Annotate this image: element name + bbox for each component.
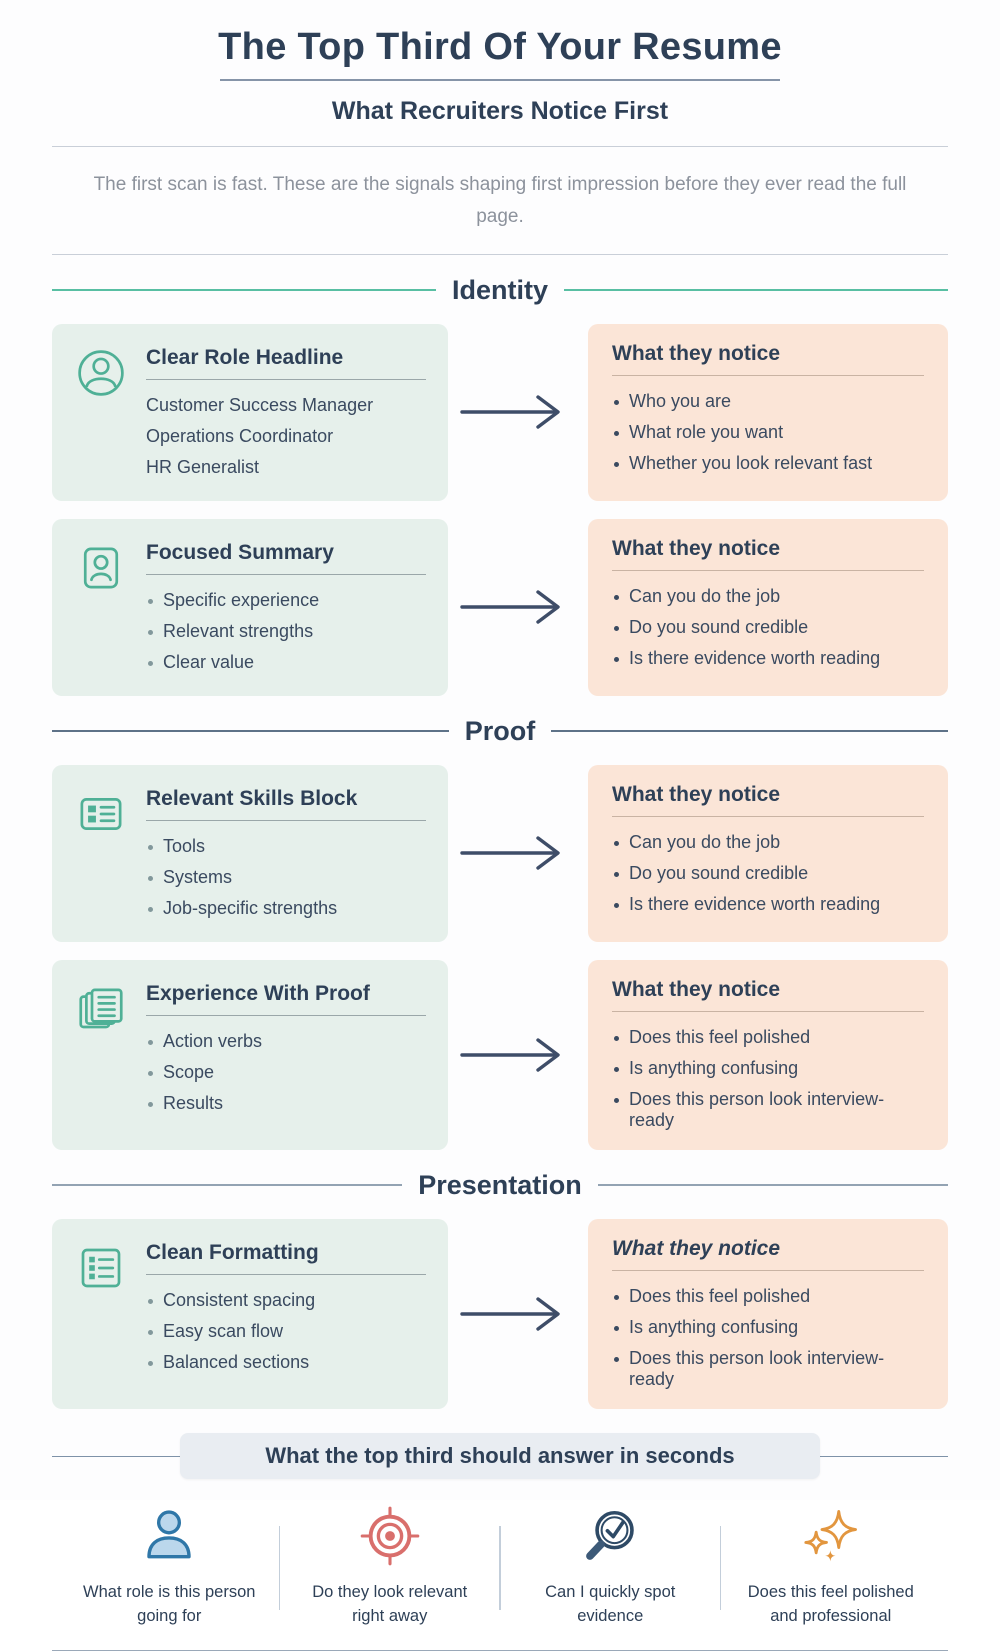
flow-arrow bbox=[448, 960, 588, 1150]
card-title: Focused Summary bbox=[146, 541, 426, 575]
page-subtitle: What Recruiters Notice First bbox=[331, 97, 669, 125]
list-item: Specific experience bbox=[146, 585, 426, 616]
list-item: Whether you look relevant fast bbox=[612, 448, 924, 479]
flow-arrow bbox=[448, 324, 588, 501]
footer-label: What role is this person going for bbox=[83, 1582, 256, 1625]
list-item: Balanced sections bbox=[146, 1347, 426, 1378]
right-card bbox=[588, 960, 948, 1150]
user-circle-icon bbox=[74, 346, 128, 483]
section-header-presentation bbox=[52, 1170, 948, 1201]
list-item: What role you want bbox=[612, 417, 924, 448]
footer-item-role bbox=[60, 1501, 279, 1629]
list-item: Job-specific strengths bbox=[146, 893, 426, 924]
right-card bbox=[588, 519, 948, 696]
left-card bbox=[52, 519, 448, 696]
id-badge-icon bbox=[74, 541, 128, 678]
section-label: Presentation bbox=[418, 1169, 582, 1200]
footer-label: Can I quickly spot evidence bbox=[545, 1582, 676, 1625]
divider-rule bbox=[52, 146, 948, 147]
flow-arrow bbox=[448, 765, 588, 942]
card-list bbox=[612, 386, 924, 479]
list-item: Is there evidence worth reading bbox=[612, 643, 924, 674]
card-list bbox=[146, 390, 426, 483]
list-item: Action verbs bbox=[146, 1026, 426, 1057]
list-item: Is there evidence worth reading bbox=[612, 889, 924, 920]
list-item: Who you are bbox=[612, 386, 924, 417]
card-title: Experience With Proof bbox=[146, 982, 426, 1016]
section-header-proof bbox=[52, 716, 948, 747]
section-label: Proof bbox=[464, 715, 536, 746]
card-list bbox=[612, 1281, 924, 1395]
card-title: What they notice bbox=[612, 978, 924, 1012]
list-item: Consistent spacing bbox=[146, 1285, 426, 1316]
list-item: Is anything confusing bbox=[612, 1053, 924, 1084]
footer-item-polish bbox=[722, 1501, 941, 1629]
card-title: Clear Role Headline bbox=[146, 346, 426, 380]
section-line bbox=[52, 289, 436, 291]
footer-label: Does this feel polished and professional bbox=[747, 1582, 914, 1625]
list-item: Tools bbox=[146, 831, 426, 862]
right-card bbox=[588, 324, 948, 501]
footer-items bbox=[52, 1501, 948, 1629]
flow-arrow bbox=[448, 1219, 588, 1409]
list-item: HR Generalist bbox=[146, 456, 260, 477]
card-title: Clean Formatting bbox=[146, 1241, 426, 1275]
list-item: Is anything confusing bbox=[612, 1312, 924, 1343]
sparkles-icon bbox=[800, 1505, 862, 1567]
list-item: Easy scan flow bbox=[146, 1316, 426, 1347]
intro-text: The first scan is fast. These are the signals shaping first impression before they ever read the full page. bbox=[93, 174, 907, 228]
section-line bbox=[598, 1184, 948, 1186]
flow-arrow bbox=[448, 519, 588, 696]
footer-item-evidence bbox=[501, 1501, 720, 1629]
card-title: Relevant Skills Block bbox=[146, 787, 426, 821]
section-header-identity bbox=[52, 275, 948, 306]
card-list bbox=[146, 1026, 426, 1119]
list-item: Do you sound credible bbox=[612, 858, 924, 889]
right-card bbox=[588, 765, 948, 942]
card-row-focused-summary bbox=[52, 519, 948, 696]
card-title: What they notice bbox=[612, 783, 924, 817]
list-item: Can you do the job bbox=[612, 581, 924, 612]
card-title: What they notice bbox=[612, 537, 924, 571]
card-row-experience-with-proof bbox=[52, 960, 948, 1150]
list-item: Can you do the job bbox=[612, 827, 924, 858]
left-card bbox=[52, 765, 448, 942]
person-icon bbox=[138, 1505, 200, 1567]
card-row-clear-role-headline bbox=[52, 324, 948, 501]
section-label: Identity bbox=[452, 274, 549, 305]
section-line bbox=[52, 730, 449, 732]
left-card bbox=[52, 324, 448, 501]
list-item: Customer Success Manager bbox=[146, 394, 374, 415]
list-item: Operations Coordinator bbox=[146, 425, 334, 446]
list-item: Do you sound credible bbox=[612, 612, 924, 643]
section-line bbox=[52, 1184, 402, 1186]
footer-banner: What the top third should answer in seconds bbox=[180, 1433, 820, 1479]
right-card bbox=[588, 1219, 948, 1409]
left-card bbox=[52, 1219, 448, 1409]
footer-banner-row bbox=[52, 1433, 948, 1479]
list-item: Does this person look interview-ready bbox=[612, 1084, 924, 1136]
target-icon bbox=[359, 1505, 421, 1567]
list-item: Does this person look interview-ready bbox=[612, 1343, 924, 1395]
card-list bbox=[612, 827, 924, 920]
footer-item-relevance bbox=[281, 1501, 500, 1629]
list-item: Clear value bbox=[146, 647, 426, 678]
list-item: Scope bbox=[146, 1057, 426, 1088]
skills-list-icon bbox=[74, 787, 128, 924]
checklist-icon bbox=[74, 1241, 128, 1391]
card-list bbox=[146, 585, 426, 678]
magnifier-check-icon bbox=[579, 1505, 641, 1567]
card-list bbox=[612, 581, 924, 674]
list-item: Does this feel polished bbox=[612, 1281, 924, 1312]
section-line bbox=[551, 730, 948, 732]
card-title: What they notice bbox=[612, 342, 924, 376]
page-title: The Top Third Of Your Resume bbox=[218, 26, 782, 68]
card-list bbox=[146, 1285, 426, 1378]
card-title: What they notice bbox=[612, 1237, 924, 1271]
divider-rule bbox=[52, 254, 948, 255]
card-list bbox=[146, 831, 426, 924]
list-item: Relevant strengths bbox=[146, 616, 426, 647]
card-row-relevant-skills-block bbox=[52, 765, 948, 942]
list-item: Results bbox=[146, 1088, 426, 1119]
title-underline bbox=[220, 79, 780, 81]
stacked-documents-icon bbox=[74, 982, 128, 1132]
left-card bbox=[52, 960, 448, 1150]
list-item: Does this feel polished bbox=[612, 1022, 924, 1053]
list-item: Systems bbox=[146, 862, 426, 893]
section-line bbox=[564, 289, 948, 291]
card-list bbox=[612, 1022, 924, 1136]
footer-label: Do they look relevant right away bbox=[312, 1582, 468, 1625]
card-row-clean-formatting bbox=[52, 1219, 948, 1409]
